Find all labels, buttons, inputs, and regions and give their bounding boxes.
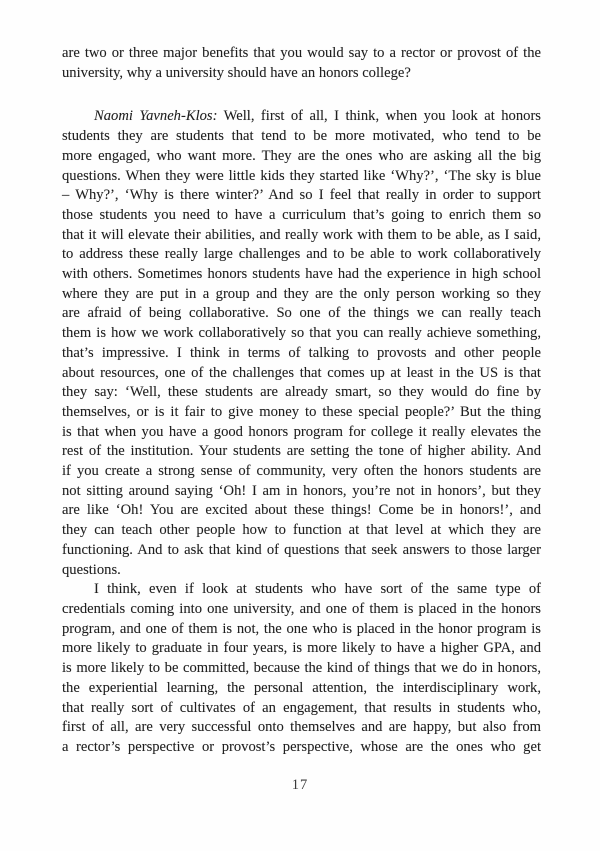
text-line: that it will elevate their abilities, and really work with them to be able, as I said,: [62, 226, 541, 243]
text-line: I think, even if look at students who have sort of the same type of: [94, 581, 541, 598]
page-text: [62, 44, 541, 758]
text-line: questions. When they were little kids they started like ‘Why?’, ‘The sky is blue: [62, 167, 541, 184]
text-line: with others. Sometimes honors students have had the experience in high school: [62, 266, 541, 283]
text-line: are afraid of being collaborative. So one of the things we can really teach: [62, 305, 541, 322]
text-line: questions.: [62, 561, 121, 578]
text-line: is more likely to be committed, because the kind of things that we do in honors,: [62, 660, 541, 677]
text-line: that really sort of cultivates of an engagement, that results in students who,: [62, 699, 541, 716]
text-line: if you create a strong sense of community, very often the honors students are: [62, 463, 541, 480]
text-line: not sitting around saying ‘Oh! I am in honors, you’re not in honors’, but they: [62, 482, 541, 499]
text-line: that’s impressive. I think in terms of talking to provosts and other people: [62, 344, 541, 361]
text-line: credentials coming into one university, and one of them is placed in the honors: [62, 600, 541, 617]
text-line: Naomi Yavneh-Klos: Well, first of all, I think, when you look at honors: [94, 108, 541, 125]
text-line: themselves, or is it fair to give money to these special people?’ But the thing: [62, 403, 541, 420]
paragraph: [62, 107, 541, 580]
text-line: to address these really large challenges and to be able to work collaboratively: [62, 246, 541, 263]
text-line: functioning. And to ask that kind of questions that seek answers to those larger: [62, 541, 541, 558]
text-line: more likely to graduate in four years, is more likely to have a higher GPA, and: [62, 640, 541, 657]
speaker-name: Naomi Yavneh-Klos:: [94, 108, 218, 125]
text-line: are like ‘Oh! You are excited about these things! Come be in honors!’, and: [62, 502, 541, 519]
text-line: is that when you have a good honors program for college it really elevates the: [62, 423, 541, 440]
text-line: them is how we work collaboratively so that you can really achieve something,: [62, 325, 541, 342]
page-number: 17: [291, 777, 309, 793]
paragraph: [62, 44, 541, 83]
text-line: students they are students that tend to be more motivated, who tend to be: [62, 128, 541, 145]
text-line: they say: ‘Well, these students are already smart, so they would do fine by: [62, 384, 541, 401]
text-line: – Why?’, ‘Why is there winter?’ And so I feel that really in order to support: [62, 187, 541, 204]
text-line: first of all, are very successful onto themselves and are happy, but also from: [62, 719, 541, 736]
text-line: the experiential learning, the personal attention, the interdisciplinary work,: [62, 679, 541, 696]
text-line: about resources, one of the challenges that comes up at least in the US is that: [62, 364, 541, 381]
text-line: rest of the institution. Your students are setting the tone of higher ability. And: [62, 443, 541, 460]
text-line: those students you need to have a curriculum that’s going to enrich them so: [62, 206, 541, 223]
text-line: where they are put in a group and they are the only person working so they: [62, 285, 541, 302]
text-line: university, why a university should have an honors college?: [62, 64, 411, 81]
text-line: more engaged, who want more. They are the ones who are asking all the big: [62, 147, 541, 164]
paragraph: [62, 580, 541, 757]
text-line: program, and one of them is not, the one who is placed in the honor program is: [62, 620, 541, 637]
text-line: are two or three major benefits that you would say to a rector or provost of the: [62, 45, 541, 61]
text-line: they can teach other people how to function at that level at which they are: [62, 522, 541, 539]
text-line: a rector’s perspective or provost’s perspective, whose are the ones who get: [62, 738, 541, 755]
